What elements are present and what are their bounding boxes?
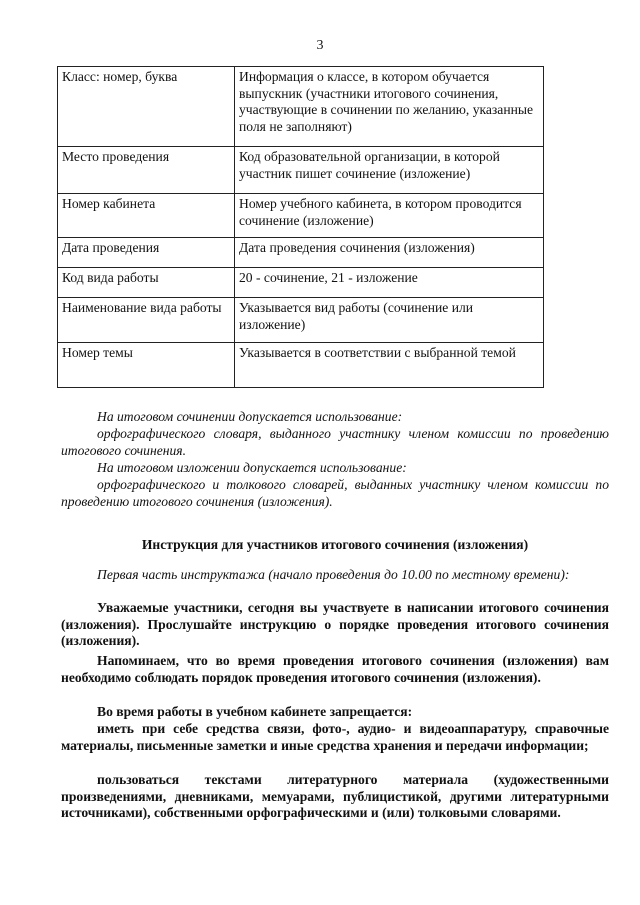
table-row: [58, 67, 544, 147]
instruction-part-one: Первая часть инструктажа (начало проведения до 10.00 по местному времени):: [97, 567, 570, 582]
page-number: 3: [316, 38, 324, 53]
exposition-allowed-heading: На итоговом изложении допускается использование:: [97, 460, 407, 475]
field-description-cell: Код образовательной организации, в которой участник пишет сочинение (изложение): [235, 147, 544, 194]
field-description-cell: Номер учебного кабинета, в котором проводится сочинение (изложение): [235, 194, 544, 238]
field-name-cell: Номер кабинета: [58, 194, 235, 238]
instruction-paragraph: иметь при себе средства связи, фото-, аудио- и видеоаппаратуру, справочные материалы, письменные заметки и иные средства хранения и передачи информации;: [61, 721, 609, 753]
table-row: [58, 238, 544, 268]
table-row: [58, 298, 544, 343]
instruction-paragraph: Уважаемые участники, сегодня вы участвуете в написании итогового сочинения (изложения). Прослушайте инструкцию о порядке проведения итогового сочинения (изложения).: [61, 600, 609, 648]
field-description-cell: 20 - сочинение, 21 - изложение: [235, 268, 544, 298]
field-name-cell: Код вида работы: [58, 268, 235, 298]
form-fields-table: [57, 66, 544, 388]
essay-allowed-heading: На итоговом сочинении допускается использование:: [97, 409, 403, 424]
exposition-allowed-item: орфографического и толкового словарей, выданных участнику членом комиссии по проведению итогового сочинения (изложения).: [61, 477, 609, 509]
essay-allowed-item: орфографического словаря, выданного участнику членом комиссии по проведению итогового сочинения.: [61, 426, 609, 458]
table-row: [58, 343, 544, 388]
table-row: [58, 194, 544, 238]
field-name-cell: Дата проведения: [58, 238, 235, 268]
field-description-cell: Указывается вид работы (сочинение или изложение): [235, 298, 544, 343]
field-name-cell: Класс: номер, буква: [58, 67, 235, 147]
field-description-cell: Информация о классе, в котором обучается выпускник (участники итогового сочинения, участвующие в сочинении по желанию, указанные поля не заполняют): [235, 67, 544, 147]
field-name-cell: Место проведения: [58, 147, 235, 194]
field-description-cell: Указывается в соответствии с выбранной темой: [235, 343, 544, 388]
instruction-paragraph: пользоваться текстами литературного материала (художественными произведениями, дневниками, мемуарами, публицистикой, другими литературными источниками), собственными орфографическими и (или) толковыми словарями.: [61, 772, 609, 820]
field-name-cell: Наименование вида работы: [58, 298, 235, 343]
instruction-paragraph: Во время работы в учебном кабинете запрещается:: [97, 704, 413, 719]
table-row: [58, 147, 544, 194]
field-description-cell: Дата проведения сочинения (изложения): [235, 238, 544, 268]
instruction-title: Инструкция для участников итогового сочинения (изложения): [141, 537, 529, 552]
field-name-cell: Номер темы: [58, 343, 235, 388]
instruction-paragraph: Напоминаем, что во время проведения итогового сочинения (изложения) вам необходимо соблюдать порядок проведения итогового сочинения (изложения).: [61, 653, 609, 685]
table-row: [58, 268, 544, 298]
